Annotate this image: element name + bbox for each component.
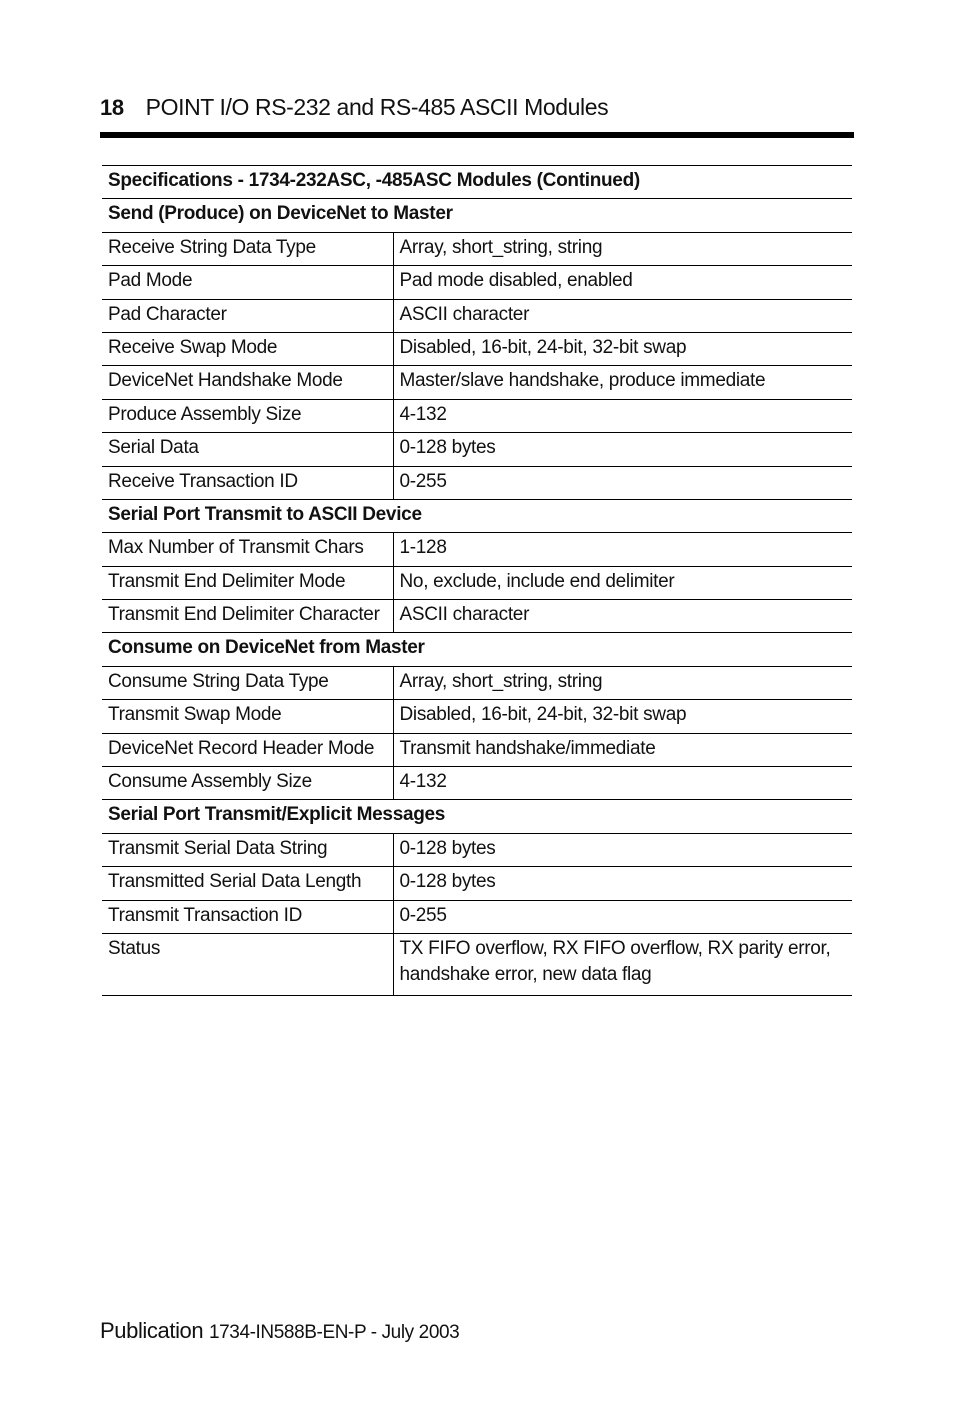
spec-value: Array, short_string, string — [393, 232, 852, 265]
spec-value: 4-132 — [393, 399, 852, 432]
page-footer — [100, 1318, 459, 1344]
table-row — [102, 266, 852, 299]
spec-label: Receive Transaction ID — [102, 466, 393, 499]
section-heading: Consume on DeviceNet from Master — [102, 633, 852, 666]
table-row — [102, 867, 852, 900]
header-rule — [100, 132, 854, 138]
spec-value: Disabled, 16-bit, 24-bit, 32-bit swap — [393, 700, 852, 733]
table-row — [102, 299, 852, 332]
spec-value: 0-255 — [393, 466, 852, 499]
section-heading: Serial Port Transmit/Explicit Messages — [102, 800, 852, 833]
spec-label: Transmitted Serial Data Length — [102, 867, 393, 900]
spec-value: Disabled, 16-bit, 24-bit, 32-bit swap — [393, 332, 852, 365]
table-row — [102, 533, 852, 566]
section-heading-row — [102, 800, 852, 833]
spec-value: 0-128 bytes — [393, 867, 852, 900]
table-row — [102, 833, 852, 866]
section-heading: Serial Port Transmit to ASCII Device — [102, 499, 852, 532]
spec-value: Pad mode disabled, enabled — [393, 266, 852, 299]
spec-label: Transmit End Delimiter Mode — [102, 566, 393, 599]
spec-label: Consume String Data Type — [102, 666, 393, 699]
spec-label: Max Number of Transmit Chars — [102, 533, 393, 566]
table-row — [102, 933, 852, 995]
spec-label: Transmit End Delimiter Character — [102, 600, 393, 633]
spec-label: Transmit Transaction ID — [102, 900, 393, 933]
spec-label: Pad Character — [102, 299, 393, 332]
table-row — [102, 399, 852, 432]
spec-value: ASCII character — [393, 299, 852, 332]
spec-label: Status — [102, 933, 393, 995]
specifications-table — [102, 165, 852, 996]
spec-label: Receive String Data Type — [102, 232, 393, 265]
spec-label: Serial Data — [102, 433, 393, 466]
table-title: Specifications - 1734-232ASC, -485ASC Modules (Continued) — [102, 166, 852, 199]
table-row — [102, 733, 852, 766]
spec-value: 1-128 — [393, 533, 852, 566]
spec-value: 4-132 — [393, 767, 852, 800]
table-row — [102, 700, 852, 733]
spec-value: TX FIFO overflow, RX FIFO overflow, RX parity error, handshake error, new data flag — [393, 933, 852, 995]
spec-label: Receive Swap Mode — [102, 332, 393, 365]
spec-value: Transmit handshake/immediate — [393, 733, 852, 766]
table-row — [102, 666, 852, 699]
page-number: 18 — [100, 95, 124, 120]
spec-value: 0-128 bytes — [393, 433, 852, 466]
spec-value: 0-128 bytes — [393, 833, 852, 866]
running-title: POINT I/O RS-232 and RS-485 ASCII Modules — [145, 94, 609, 120]
spec-label: DeviceNet Record Header Mode — [102, 733, 393, 766]
table-row — [102, 600, 852, 633]
spec-label: Consume Assembly Size — [102, 767, 393, 800]
table-row — [102, 232, 852, 265]
spec-label: DeviceNet Handshake Mode — [102, 366, 393, 399]
spec-label: Transmit Swap Mode — [102, 700, 393, 733]
table-row — [102, 466, 852, 499]
spec-value: 0-255 — [393, 900, 852, 933]
spec-label: Transmit Serial Data String — [102, 833, 393, 866]
table-row — [102, 566, 852, 599]
specifications-table-body — [102, 166, 852, 996]
spec-label: Pad Mode — [102, 266, 393, 299]
table-row — [102, 767, 852, 800]
spec-value: ASCII character — [393, 600, 852, 633]
section-heading: Send (Produce) on DeviceNet to Master — [102, 199, 852, 232]
spec-value: Master/slave handshake, produce immediate — [393, 366, 852, 399]
page-header — [100, 94, 854, 121]
spec-value: No, exclude, include end delimiter — [393, 566, 852, 599]
section-heading-row — [102, 633, 852, 666]
table-row — [102, 366, 852, 399]
table-row — [102, 900, 852, 933]
table-row — [102, 433, 852, 466]
publication-label: Publication — [100, 1318, 204, 1343]
section-heading-row — [102, 199, 852, 232]
spec-value: Array, short_string, string — [393, 666, 852, 699]
publication-id: 1734-IN588B-EN-P - July 2003 — [208, 1322, 460, 1343]
table-title-row — [102, 166, 852, 199]
section-heading-row — [102, 499, 852, 532]
spec-label: Produce Assembly Size — [102, 399, 393, 432]
table-row — [102, 332, 852, 365]
